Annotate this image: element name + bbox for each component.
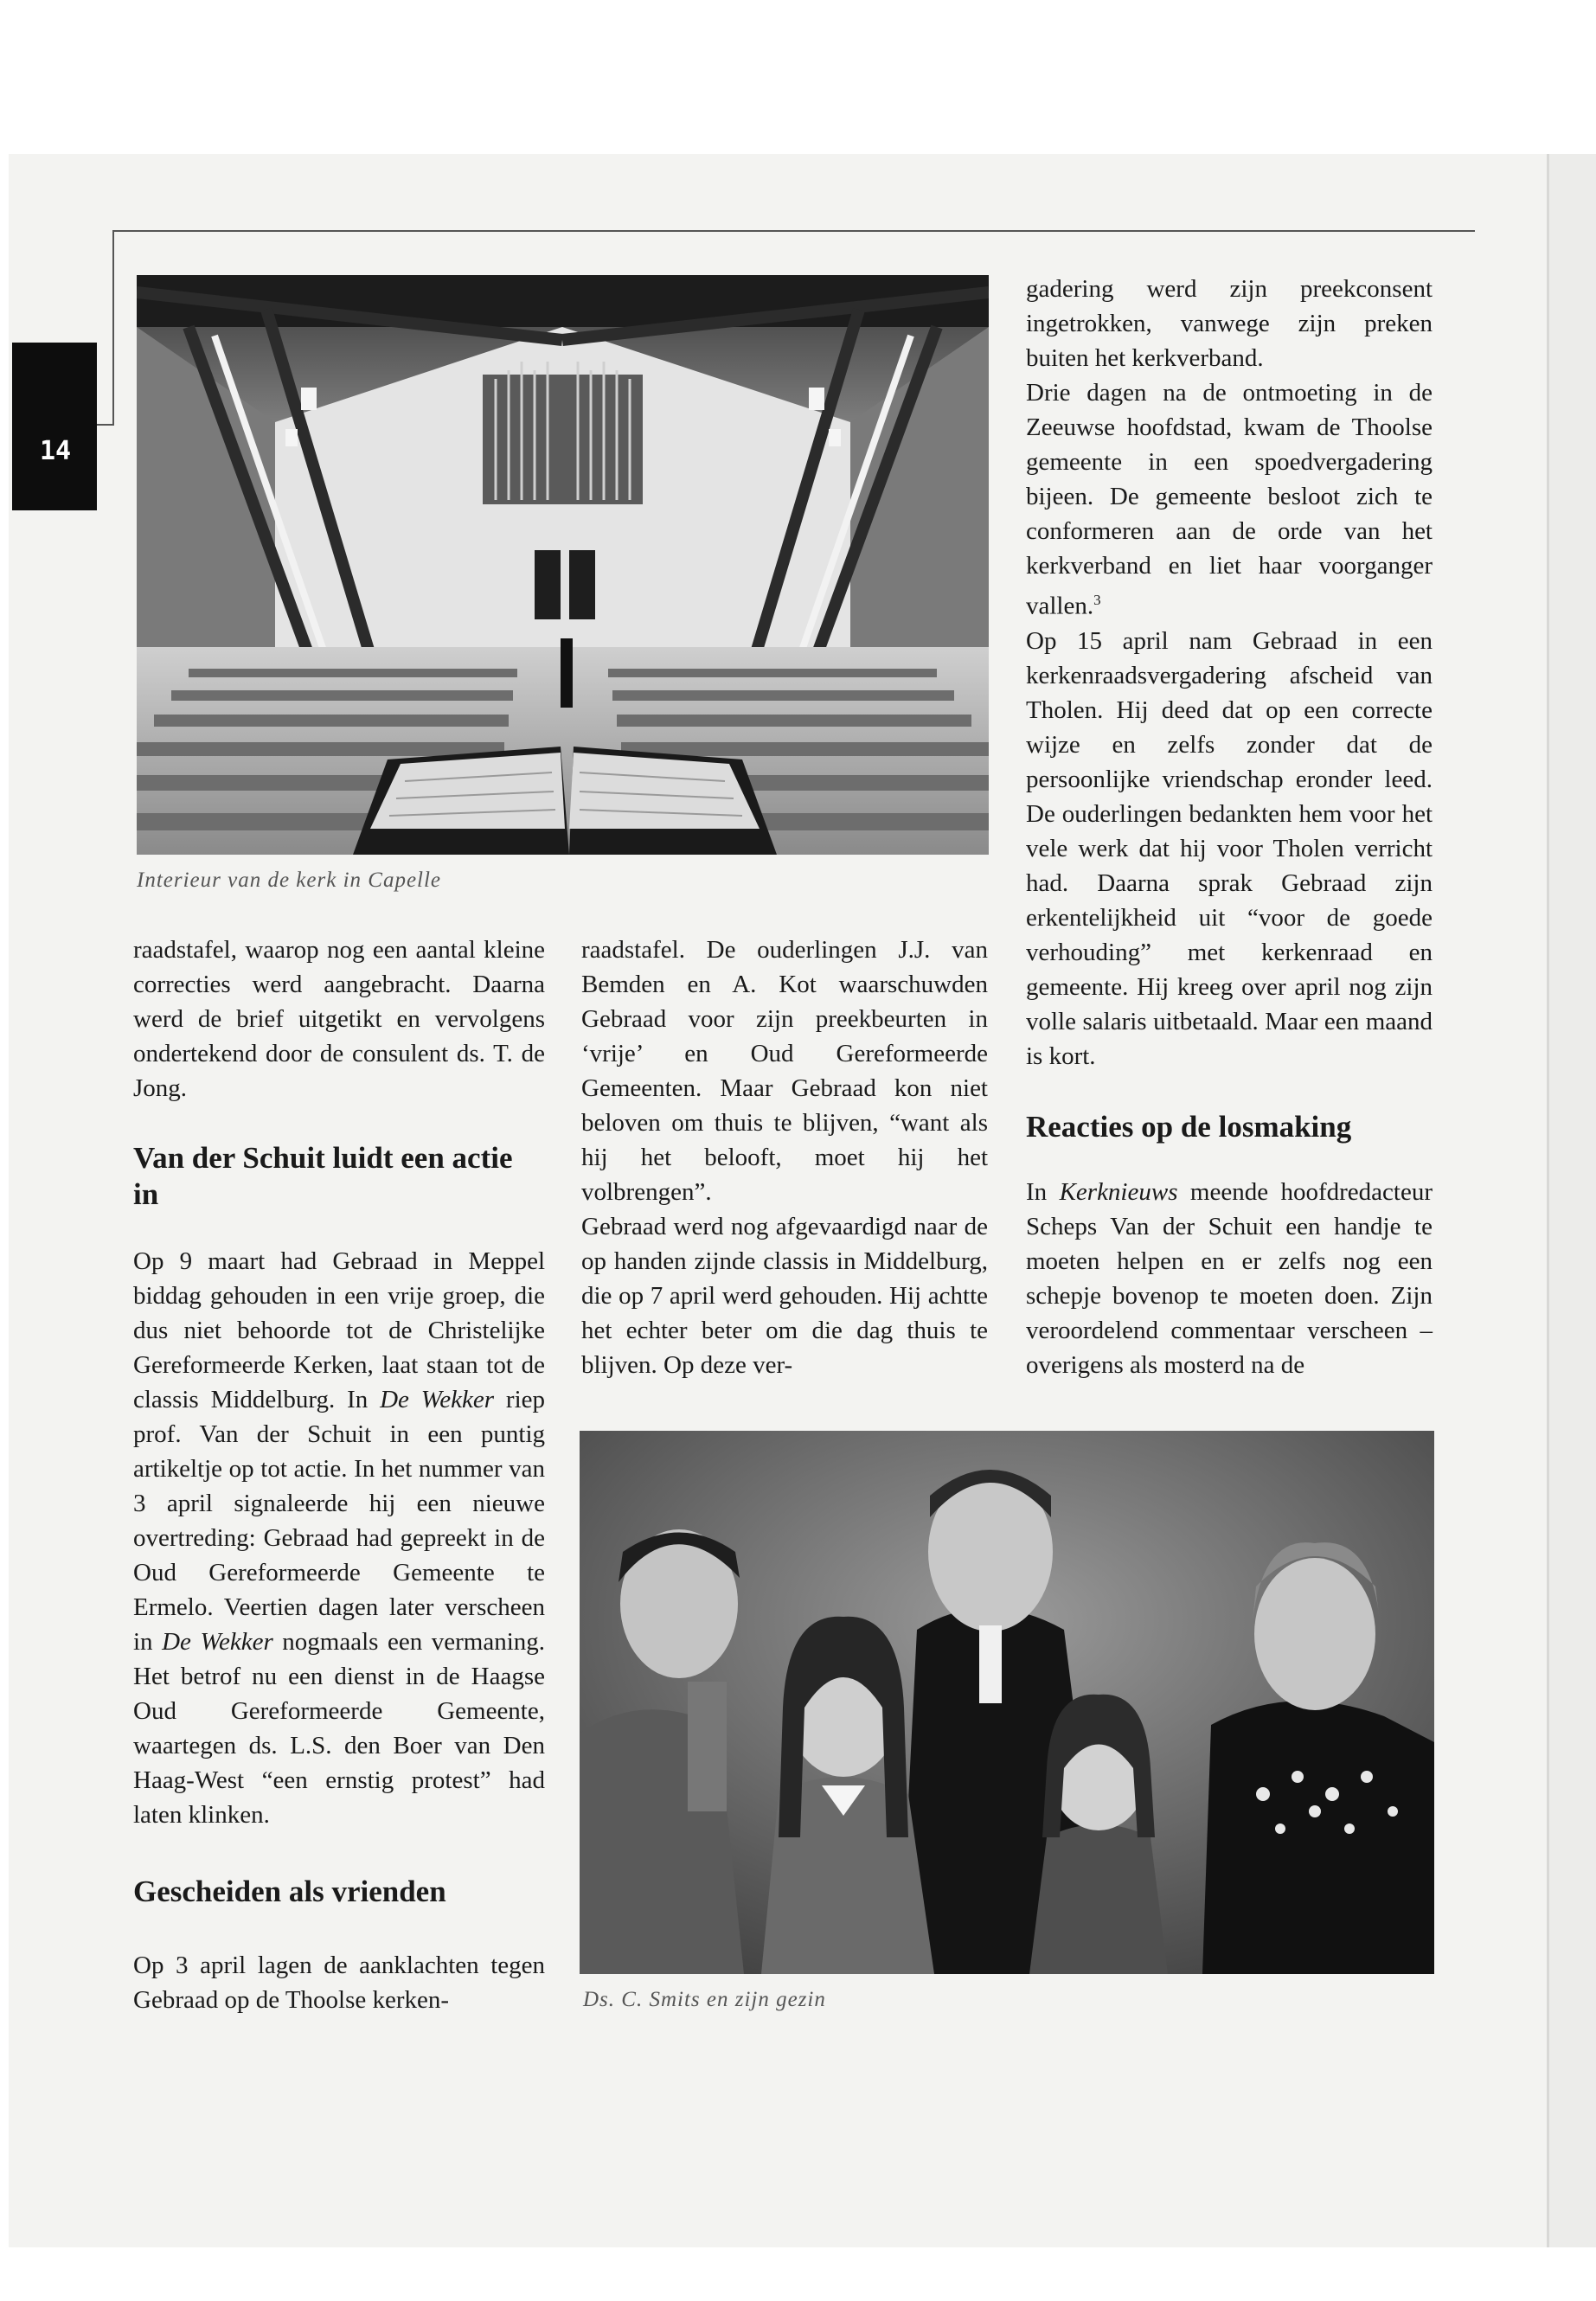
column-3-end xyxy=(1026,1175,1433,1382)
col1-paragraph-3: Op 3 april lagen de aanklachten tegen Gebraad op de Thoolse kerken- xyxy=(133,1952,545,2014)
page-spine xyxy=(1547,154,1596,2247)
col2-paragraph-2: Gebraad werd nog afgevaardigd naar de op handen zijnde classis in Middelburg, die op 7 april werd gehouden. Hij achtte het echter beter om die dag thuis te blijven. Op deze ver- xyxy=(581,1213,988,1379)
column-1 xyxy=(133,933,545,1106)
family-photo-caption: Ds. C. Smits en zijn gezin xyxy=(583,1988,826,2011)
column-1-body xyxy=(133,1244,545,1832)
heading-van-der-schuit: Van der Schuit luidt een actie in xyxy=(133,1141,513,1211)
page-number: 14 xyxy=(40,436,72,466)
top-rule xyxy=(112,230,1475,232)
col2-paragraph-1: raadstafel. De ouderlingen J.J. van Bemden en A. Kot waarschuwden Gebraad voor zijn preekbeurten in ‘vrije’ en Oud Gereformeerde Gemeenten. Maar Gebraad kon niet beloven om thuis te blijven, “want als hij het belooft, moet hij het volbrengen”. xyxy=(581,936,988,1206)
church-photo-caption: Interieur van de kerk in Capelle xyxy=(137,868,442,892)
heading-gescheiden: Gescheiden als vrienden xyxy=(133,1875,446,1908)
col1-paragraph-2: Op 9 maart had Gebraad in Meppel biddag gehouden in een vrije groep, die dus niet behoorde tot de Christelijke Gereformeerde Kerken, laat staan tot de classis Middelburg. In De Wekker riep prof. Van der Schuit in een puntig artikeltje op tot actie. In het nummer van 3 april signaleerde hij een nieuwe overtreding: Gebraad had gepreekt in de Oud Gereformeerde Gemeente te Ermelo. Veertien dagen later verscheen in De Wekker nogmaals een vermaning. Het betrof nu een dienst in de Haagse Oud Gereformeerde Gemeente, waartegen ds. L.S. den Boer van Den Haag-West “een ernstig protest” had laten klinken. xyxy=(133,1247,546,1829)
heading-reacties: Reacties op de losmaking xyxy=(1026,1110,1352,1144)
col1-paragraph-1: raadstafel, waarop nog een aantal kleine correcties werd aangebracht. Daarna werd de brief uitgetikt en vervolgens ondertekend door de consulent ds. T. de Jong. xyxy=(133,936,545,1102)
col3-paragraph-4: In Kerknieuws meende hoofdredacteur Scheps Van der Schuit een handje te moeten helpen en er zelfs nog een schepje bovenop te moeten doen. Zijn veroordelend commentaar verscheen – overigens als mosterd na de xyxy=(1026,1178,1433,1379)
left-rule xyxy=(112,230,114,426)
col3-paragraph-1: gadering werd zijn preekconsent ingetrokken, vanwege zijn preken buiten het kerkverband. xyxy=(1026,275,1433,372)
column-2 xyxy=(581,933,988,1382)
footnote-marker: 3 xyxy=(1093,592,1101,608)
column-3 xyxy=(1026,272,1433,1074)
family-portrait-photo xyxy=(580,1431,1434,1974)
publication-title: De Wekker xyxy=(380,1386,495,1413)
publication-title: De Wekker xyxy=(162,1628,273,1656)
col3-paragraph-2: Drie dagen na de ontmoeting in de Zeeuwse hoofdstad, kwam de Thoolse gemeente in een spoedvergadering bijeen. De gemeente besloot zich te conformeren aan de orde van het kerkverband en liet haar voorganger vallen.$^3$ xyxy=(1026,379,1433,620)
column-1-end xyxy=(133,1948,545,2017)
publication-title: Kerknieuws xyxy=(1059,1178,1178,1206)
church-interior-photo xyxy=(137,275,989,855)
page-number-tab xyxy=(12,343,97,510)
col3-paragraph-3: Op 15 april nam Gebraad in een kerkenraadsvergadering afscheid van Tholen. Hij deed dat op een correcte wijze en zelfs zonder dat de persoonlijke vriendschap eronder leed. De ouderlingen bedankten hem voor het vele werk dat hij voor Tholen verricht had. Daarna sprak Gebraad zijn erkentelijkheid uit “voor de goede verhouding” met kerkenraad en gemeente. Hij kreeg over april nog zijn volle salaris uitbetaald. Maar een maand is kort. xyxy=(1026,626,1433,1070)
